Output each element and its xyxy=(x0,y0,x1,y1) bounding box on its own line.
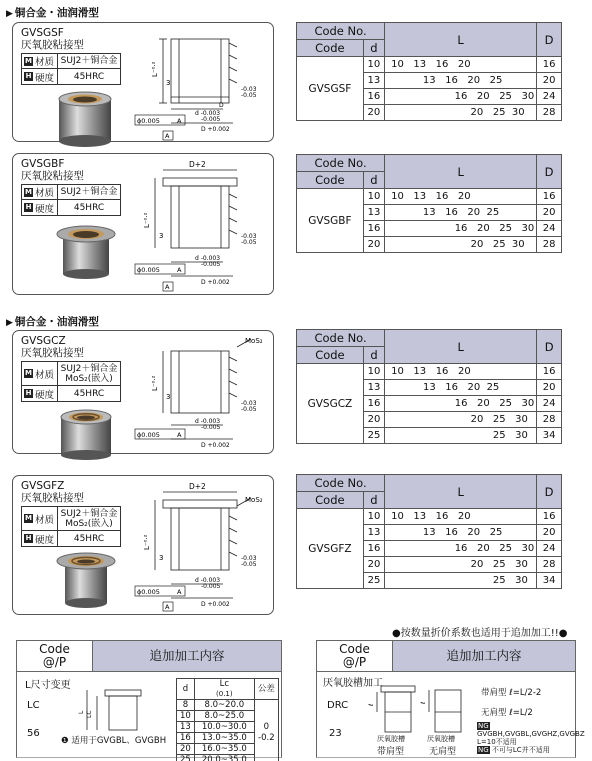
L-cell: 13 16 20 25 xyxy=(385,380,537,396)
header-D: D xyxy=(537,23,562,57)
svg-text:-0.03: -0.03 xyxy=(241,86,257,93)
lc-note: ❶ 适用于GVGBL、GVGBH xyxy=(61,736,167,746)
svg-text:-0.05: -0.05 xyxy=(241,561,257,568)
spec-table-gvsgfz xyxy=(296,474,562,589)
d-cell: 13 xyxy=(363,205,384,221)
L-cell: 10 13 16 20 xyxy=(385,57,537,73)
svg-text:ϕ0.005: ϕ0.005 xyxy=(137,266,160,274)
code-label: Code @/P xyxy=(317,641,393,671)
d-cell: 16 xyxy=(363,541,384,557)
header-code-no: Code No. xyxy=(297,155,385,172)
header-code-no: Code No. xyxy=(297,475,385,492)
header-code-no: Code No. xyxy=(297,23,385,40)
D-cell: 20 xyxy=(537,525,562,541)
hardness-icon: H xyxy=(25,203,32,211)
spec-table-gvsgcz xyxy=(296,329,562,444)
svg-text:-0.005: -0.005 xyxy=(201,583,221,590)
header-d: d xyxy=(363,492,384,509)
header-D: D xyxy=(537,330,562,364)
D-cell: 28 xyxy=(537,412,562,428)
D-cell: 20 xyxy=(537,205,562,221)
svg-text:d -0.003: d -0.003 xyxy=(195,577,221,584)
product-name: GVSGSF 厌氧胶粘接型 xyxy=(21,27,84,51)
technical-drawing xyxy=(133,27,273,141)
svg-text:-0.03: -0.03 xyxy=(241,400,257,407)
D-cell: 16 xyxy=(537,509,562,525)
svg-text:ℓ: ℓ xyxy=(420,701,427,704)
d-cell: 13 xyxy=(363,380,384,396)
svg-text:D+2: D+2 xyxy=(189,482,206,491)
svg-text:D +0.002: D +0.002 xyxy=(201,126,230,133)
D-cell: 24 xyxy=(537,221,562,237)
additional-title: 追加加工内容 xyxy=(393,641,575,671)
svg-text:MoS₂: MoS₂ xyxy=(245,496,263,504)
svg-text:L⁻⁰·²: L⁻⁰·² xyxy=(151,61,159,77)
D-cell: 24 xyxy=(537,89,562,105)
d-cell: 20 xyxy=(363,237,384,253)
header-L: L xyxy=(385,475,537,509)
svg-text:A: A xyxy=(165,283,170,291)
hardness-icon: H xyxy=(25,534,32,542)
L-cell: 20 25 30 xyxy=(385,237,537,253)
ng-icon: NG xyxy=(478,746,489,754)
svg-text:D+2: D+2 xyxy=(189,160,206,169)
header-code-no: Code No. xyxy=(297,330,385,347)
L-cell: 20 25 30 xyxy=(385,557,537,573)
D-cell: 20 xyxy=(537,380,562,396)
svg-text:L: L xyxy=(78,710,85,714)
drc-formula2: 无肩型 ℓ=L/2 xyxy=(481,708,533,718)
svg-text:-0.005: -0.005 xyxy=(201,424,221,431)
lc-unit: (0.1) xyxy=(216,690,233,698)
d-cell: 10 xyxy=(363,509,384,525)
svg-text:ϕ0.005: ϕ0.005 xyxy=(137,117,160,125)
header-L: L xyxy=(385,23,537,57)
material-icon: M xyxy=(25,56,32,65)
header-D: D xyxy=(537,155,562,189)
exclamation-icon: ❶ xyxy=(61,736,69,746)
header-code: Code xyxy=(297,172,364,189)
header-d: d xyxy=(363,40,384,57)
drc-item: 厌氧胶槽加工 xyxy=(323,678,383,689)
svg-text:-0.05: -0.05 xyxy=(241,406,257,413)
D-cell: 28 xyxy=(537,237,562,253)
code-cell: GVSGCZ xyxy=(297,364,364,444)
svg-text:-0.005: -0.005 xyxy=(201,261,221,268)
L-cell: 16 20 25 30 xyxy=(385,541,537,557)
D-cell: 34 xyxy=(537,428,562,444)
product-name: GVSGFZ 厌氧胶粘接型 xyxy=(21,480,84,504)
code-cell: GVSGBF xyxy=(297,189,364,253)
svg-text:-0.03: -0.03 xyxy=(241,555,257,562)
svg-text:A: A xyxy=(165,132,170,140)
svg-text:d -0.003: d -0.003 xyxy=(195,418,221,425)
bushing-photo xyxy=(55,403,117,467)
L-cell: 20 25 30 xyxy=(385,105,537,121)
d-cell: 13 xyxy=(363,73,384,89)
d-cell: 25 xyxy=(363,573,384,589)
svg-text:d -0.003: d -0.003 xyxy=(195,255,221,262)
table-row xyxy=(297,364,562,380)
svg-text:ϕ0.005: ϕ0.005 xyxy=(137,588,160,596)
material-box: M 材质 SUJ2＋铜合金 H 硬度 45HRC xyxy=(21,53,121,85)
d-cell: 16 xyxy=(363,89,384,105)
svg-text:MoS₂: MoS₂ xyxy=(245,337,263,345)
header-code: Code xyxy=(297,347,364,364)
code-cell: GVSGFZ xyxy=(297,509,364,589)
D-cell: 24 xyxy=(537,396,562,412)
section-title-2: ▶ 铜合金・油润滑型 xyxy=(6,316,99,328)
lc-table: d Lc (0.1) 公差 8 8.0~20.0 0 -0.2 10 8.0~25.0 13 10.0~30.0 16 13.0~35.0 20 16.0~35.0 25 20.0~35.0 xyxy=(176,678,279,761)
d-cell: 10 xyxy=(363,189,384,205)
svg-text:D +0.002: D +0.002 xyxy=(201,601,230,608)
svg-text:D +0.002: D +0.002 xyxy=(201,279,230,286)
d-cell: 10 xyxy=(363,57,384,73)
product-panel-gvsgfz xyxy=(12,475,274,615)
triangle-icon: ▶ xyxy=(6,318,13,328)
technical-drawing xyxy=(133,480,273,614)
d-cell: 16 xyxy=(363,221,384,237)
drc-ng-notes: NG GVGBH,GVGBL,GVGHZ,GVGBZ L=10不适用 NG 不可与LC并不适用 xyxy=(477,722,585,754)
hardness-icon: H xyxy=(25,72,32,80)
L-cell: 13 16 20 25 xyxy=(385,205,537,221)
svg-text:3: 3 xyxy=(166,79,171,87)
lc-price: 56 xyxy=(27,728,40,739)
D-cell: 28 xyxy=(537,557,562,573)
L-cell: 16 20 25 30 xyxy=(385,89,537,105)
L-cell: 25 30 xyxy=(385,428,537,444)
table-row xyxy=(297,57,562,73)
L-cell: 25 30 xyxy=(385,573,537,589)
lc-item: L尺寸变更 xyxy=(25,680,71,691)
drc-type2: 无肩型 xyxy=(429,747,457,757)
header-L: L xyxy=(385,155,537,189)
svg-text:D +0.002: D +0.002 xyxy=(201,442,230,449)
svg-text:A: A xyxy=(177,266,182,274)
product-name: GVSGCZ 厌氧胶粘接型 xyxy=(21,335,84,359)
svg-text:-0.03: -0.03 xyxy=(241,233,257,240)
additional-title: 追加加工内容 xyxy=(93,641,281,671)
table-row xyxy=(297,509,562,525)
product-panel-gvsgsf xyxy=(12,22,274,142)
D-cell: 20 xyxy=(537,73,562,89)
material-icon: M xyxy=(25,369,32,377)
material-icon: M xyxy=(25,187,32,196)
spec-table-gvsgbf xyxy=(296,154,562,253)
discount-note: ●按数量折价系数也适用于追加加工!!● xyxy=(392,628,568,639)
drc-type1: 带肩型 xyxy=(377,747,405,757)
L-cell: 10 13 16 20 xyxy=(385,509,537,525)
code-label: Code @/P xyxy=(17,641,93,671)
L-cell: 10 13 16 20 xyxy=(385,189,537,205)
D-cell: 24 xyxy=(537,541,562,557)
section-title-1: ▶ 铜合金・油润滑型 xyxy=(6,7,99,19)
triangle-icon: ▶ xyxy=(6,9,13,19)
L-cell: 16 20 25 30 xyxy=(385,396,537,412)
material-box: M 材质 SUJ2＋铜合金 H 硬度 45HRC xyxy=(21,184,121,216)
lc-code: LC xyxy=(27,700,40,711)
svg-text:3: 3 xyxy=(166,393,171,401)
svg-text:L⁻⁰·²: L⁻⁰·² xyxy=(151,375,159,391)
spec-table-gvsgsf xyxy=(296,22,562,121)
d-cell: 10 xyxy=(363,364,384,380)
lc-drawing xyxy=(77,684,167,732)
bushing-photo xyxy=(55,548,117,612)
drc-drawing xyxy=(367,682,477,740)
svg-text:A: A xyxy=(177,431,182,439)
lc-header xyxy=(16,640,282,672)
D-cell: 16 xyxy=(537,57,562,73)
svg-text:A: A xyxy=(177,117,182,125)
svg-text:A: A xyxy=(165,603,170,611)
d-cell: 16 xyxy=(363,396,384,412)
svg-text:ℓ: ℓ xyxy=(368,703,375,706)
d-cell: 20 xyxy=(363,412,384,428)
bushing-photo xyxy=(55,87,117,151)
D-cell: 28 xyxy=(537,105,562,121)
material-icon: M xyxy=(25,514,32,522)
material-box: M 材质 SUJ2＋铜合金 MoS₂(嵌入) H 硬度 45HRC xyxy=(21,361,121,402)
d-cell: 20 xyxy=(363,105,384,121)
technical-drawing xyxy=(133,158,273,294)
svg-text:D: D xyxy=(219,102,224,109)
header-code: Code xyxy=(297,40,364,57)
header-d: d xyxy=(363,172,384,189)
L-cell: 16 20 25 30 xyxy=(385,221,537,237)
d-cell: 25 xyxy=(363,428,384,444)
drc-price: 23 xyxy=(329,728,342,739)
L-cell: 13 16 20 25 xyxy=(385,73,537,89)
bushing-photo xyxy=(55,220,117,284)
drc-code: DRC xyxy=(327,700,349,711)
L-cell: 10 13 16 20 xyxy=(385,364,537,380)
svg-text:A: A xyxy=(177,588,182,596)
ng-icon: NG xyxy=(478,722,489,730)
header-D: D xyxy=(537,475,562,509)
L-cell: 13 16 20 25 xyxy=(385,525,537,541)
svg-text:L⁻⁰·²: L⁻⁰·² xyxy=(143,534,151,550)
product-panel-gvsgbf xyxy=(12,153,274,295)
header-d: d xyxy=(363,347,384,364)
drc-header xyxy=(316,640,576,672)
hardness-icon: H xyxy=(25,389,32,397)
header-L: L xyxy=(385,330,537,364)
svg-text:d -0.003: d -0.003 xyxy=(195,110,221,117)
L-cell: 20 25 30 xyxy=(385,412,537,428)
header-code: Code xyxy=(297,492,364,509)
drc-formula1: 带肩型 ℓ=L/2-2 xyxy=(481,688,542,698)
svg-text:LC: LC xyxy=(86,710,93,718)
svg-text:3: 3 xyxy=(159,232,164,240)
drc-body: 厌氧胶槽加工 DRC 23 ℓ ℓ 厌氧胶槽 厌氧胶槽 带肩型 无肩型 带肩型 ℓ=L/2-2 无肩型 ℓ=L/2 NG GVGBH,GVGBL,GVGHZ,GVGBZ L=10不适用 NG 不可与LC并不适用 xyxy=(316,672,576,758)
d-cell: 20 xyxy=(363,557,384,573)
svg-text:L⁻⁰·²: L⁻⁰·² xyxy=(143,212,151,228)
D-cell: 34 xyxy=(537,573,562,589)
product-name: GVSGBF 厌氧胶粘接型 xyxy=(21,158,84,182)
material-box: M 材质 SUJ2＋铜合金 MoS₂(嵌入) H 硬度 45HRC xyxy=(21,506,121,547)
table-row xyxy=(297,189,562,205)
code-cell: GVSGSF xyxy=(297,57,364,121)
svg-text:-0.05: -0.05 xyxy=(241,92,257,99)
svg-text:3: 3 xyxy=(159,554,164,562)
svg-text:ϕ0.005: ϕ0.005 xyxy=(137,431,160,439)
D-cell: 16 xyxy=(537,189,562,205)
product-panel-gvsgcz xyxy=(12,330,274,454)
technical-drawing xyxy=(133,335,273,453)
d-cell: 13 xyxy=(363,525,384,541)
svg-text:-0.005: -0.005 xyxy=(201,116,221,123)
D-cell: 16 xyxy=(537,364,562,380)
svg-text:-0.05: -0.05 xyxy=(241,239,257,246)
